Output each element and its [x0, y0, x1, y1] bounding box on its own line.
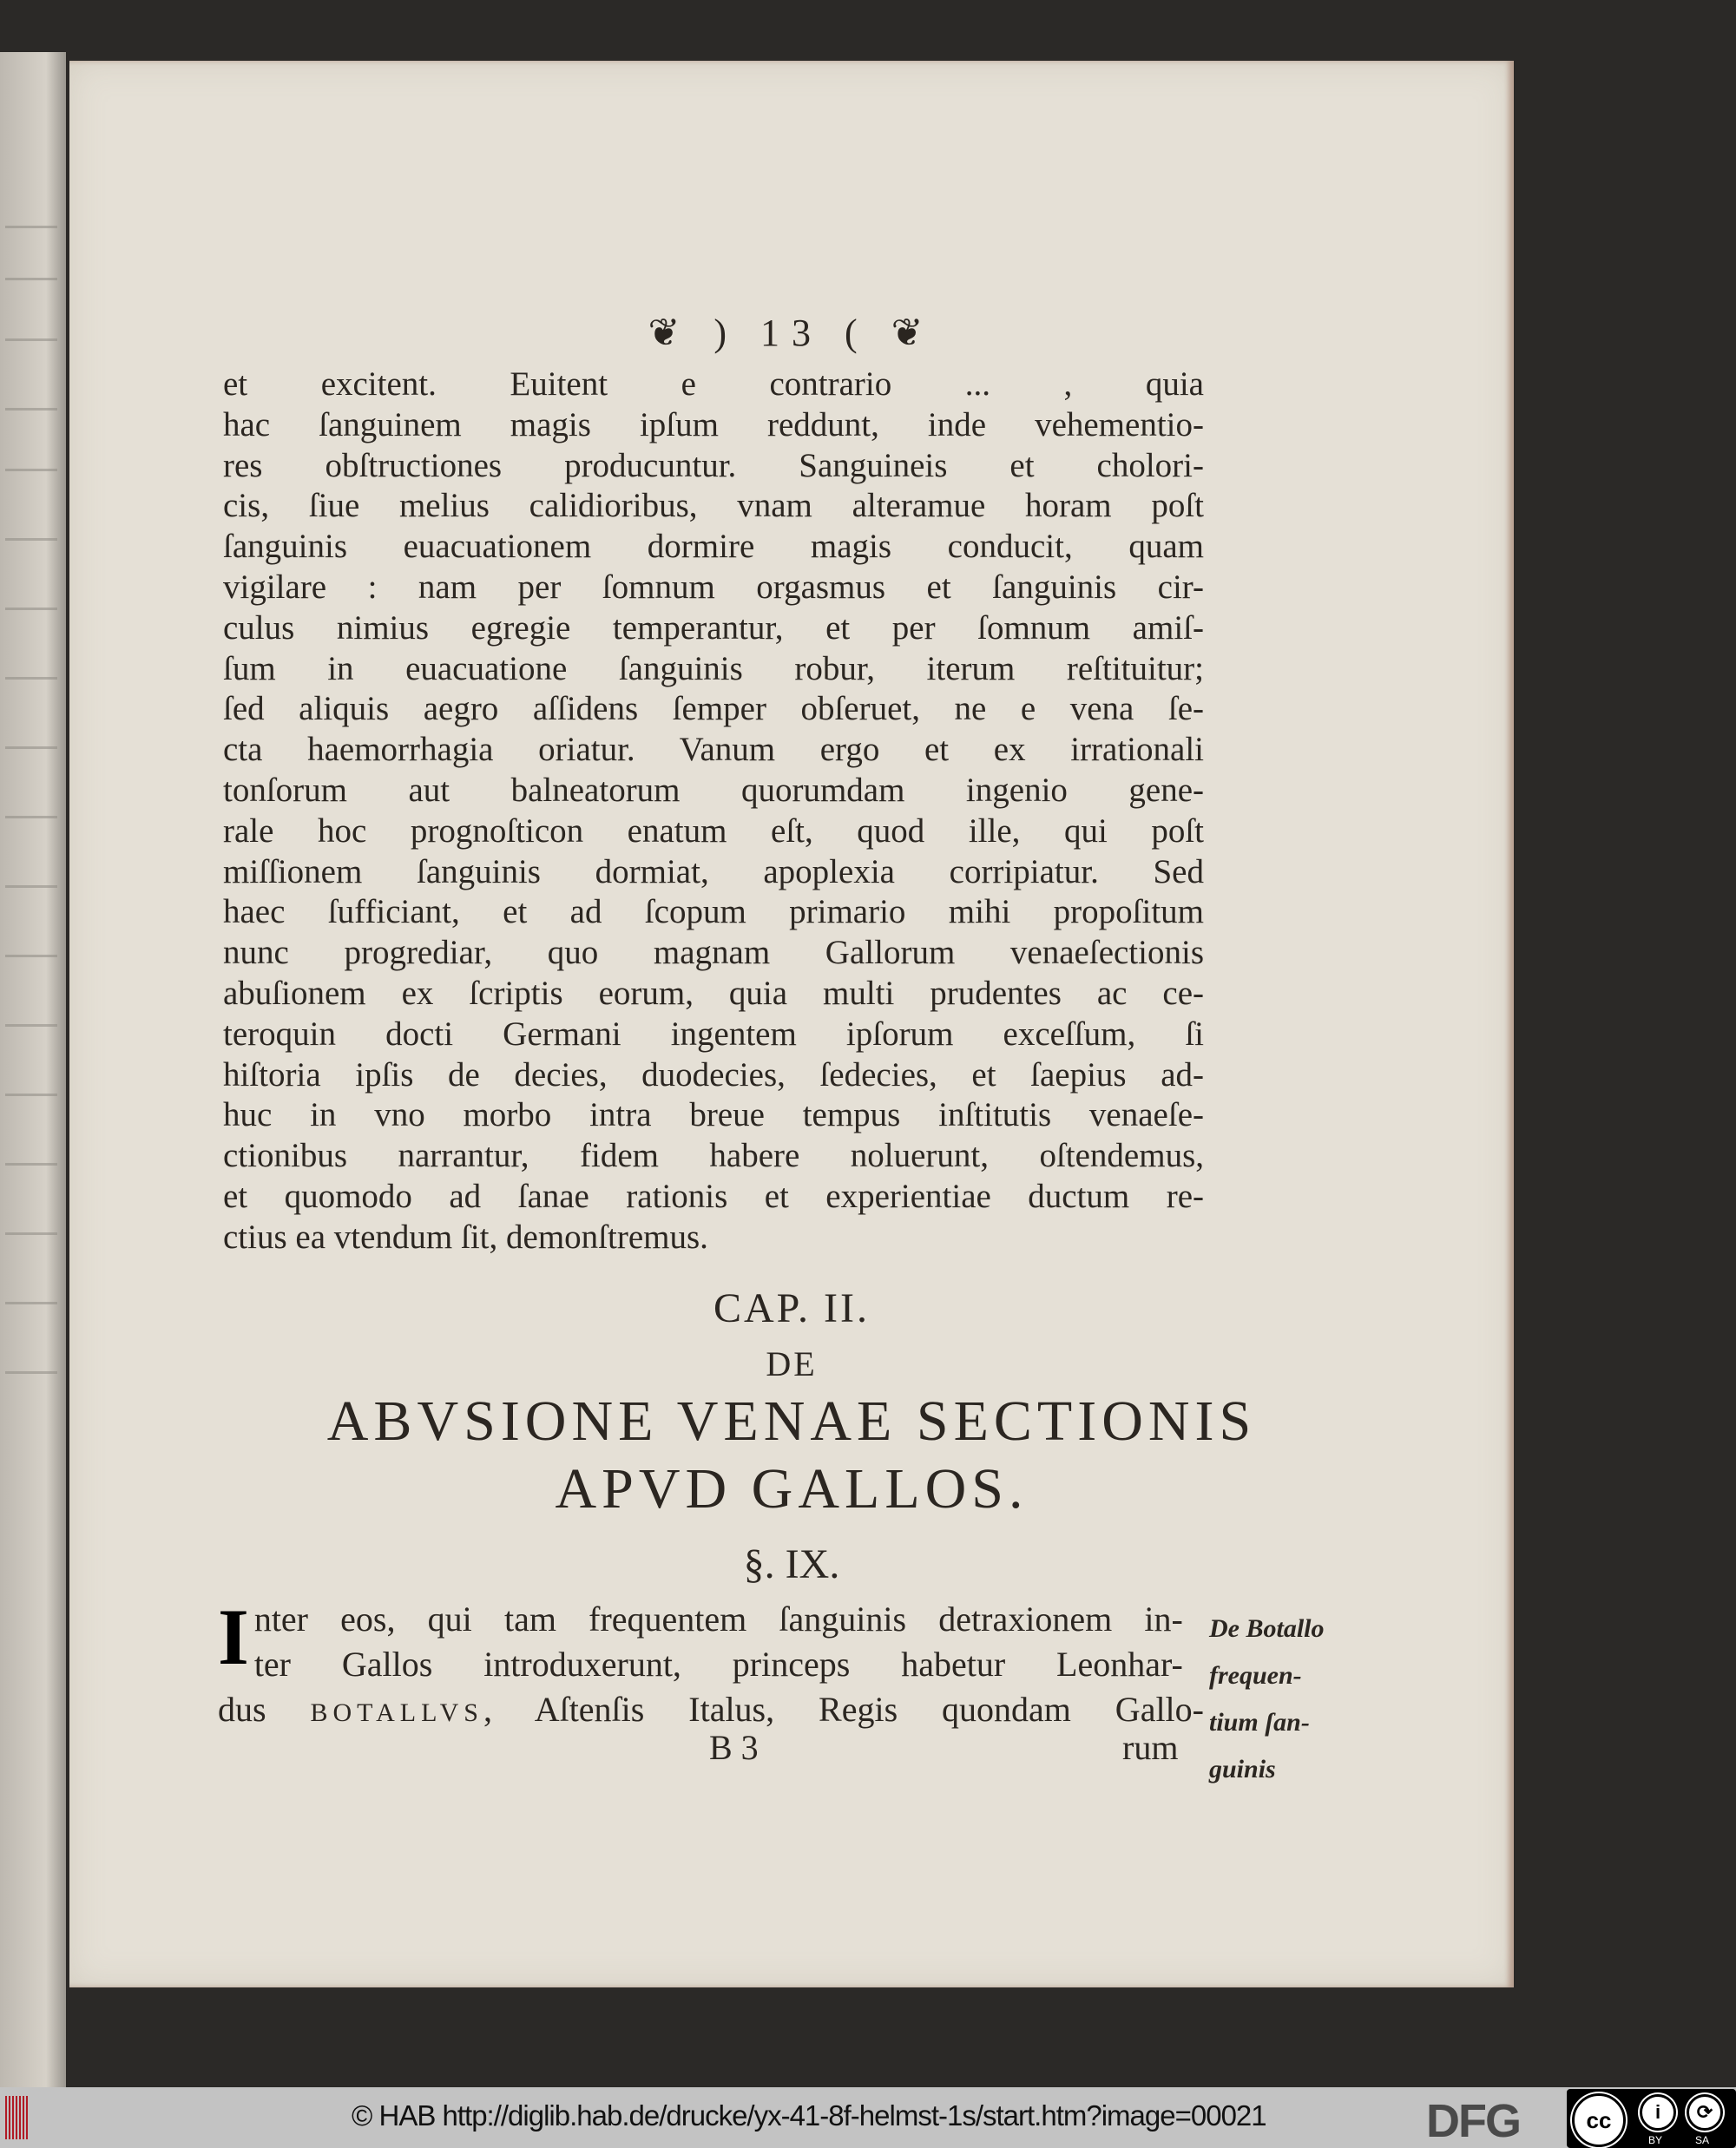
- book-page: [69, 61, 1514, 1987]
- text-line: cis, ſiue melius calidioribus, vnam alteramue horam poſt: [223, 487, 1204, 525]
- by-label: BY: [1648, 2134, 1663, 2146]
- text-line: rale hoc prognoſticon enatum eſt, quod ille, qui poſt: [223, 811, 1204, 850]
- text-line: et excitent. Euitent e contrario ... , quia: [223, 365, 1204, 403]
- text-line: haec ſufficiant, et ad ſcopum primario mihi propoſitum: [223, 893, 1204, 931]
- text-line: ſed aliquis aegro aſſidens ſemper obſeruet, ne e vena ſe-: [223, 690, 1204, 728]
- text-fragment: dus: [218, 1690, 266, 1729]
- paragraph: [218, 1593, 1204, 1732]
- text-line: hiſtoria ipſis de decies, duodecies, ſedecies, et ſaepius ad-: [223, 1055, 1204, 1094]
- text-line: tonſorum aut balneatorum quorumdam ingenio gene-: [223, 771, 1204, 809]
- sa-label: SA: [1695, 2134, 1710, 2146]
- by-icon: i: [1640, 2094, 1676, 2131]
- marginal-note: [1209, 1606, 1325, 1793]
- text-line: abuſionem ex ſcriptis eorum, quia multi prudentes ac ce-: [223, 974, 1204, 1012]
- text-line: [218, 1687, 1204, 1732]
- text-line: vigilare : nam per ſomnum orgasmus et ſanguinis cir-: [223, 568, 1204, 606]
- marginal-line: tium ſan-: [1209, 1708, 1310, 1737]
- drop-cap: I: [218, 1593, 249, 1681]
- chapter-title-line2: APVD GALLOS.: [555, 1457, 1029, 1521]
- chapter-number: CAP. II.: [713, 1285, 871, 1331]
- section-number: §. IX.: [743, 1541, 840, 1587]
- cc-license-badge[interactable]: [1567, 2089, 1736, 2148]
- hab-logo-icon: [5, 2096, 30, 2139]
- dfg-logo: DFG: [1426, 2095, 1520, 2147]
- signature-mark: B 3: [709, 1728, 759, 1767]
- text-line: culus nimius egregie temperantur, et per ſomnum amiſ-: [223, 608, 1204, 647]
- text-line: ctius ea vtendum ſit, demonſtremus.: [223, 1218, 708, 1256]
- text-line: miſſionem ſanguinis dormiat, apoplexia corripiatur. Sed: [223, 852, 1204, 890]
- marginal-line: guinis: [1209, 1755, 1276, 1783]
- text-line: cta haemorrhagia oriatur. Vanum ergo et ex irrationali: [223, 731, 1204, 769]
- text-line: teroquin docti Germani ingentem ipſorum exceſſum, ſi: [223, 1015, 1204, 1053]
- cc-icon: cc: [1572, 2093, 1626, 2147]
- marginal-line: De Botallo: [1209, 1614, 1325, 1643]
- footer-bar: [0, 2087, 1736, 2148]
- text-line: et quomodo ad ſanae rationis et experientiae ductum re-: [223, 1177, 1204, 1215]
- text-line: nter eos, qui tam frequentem ſanguinis detraxionem in-: [253, 1600, 1183, 1639]
- text-line: ſanguinis euacuationem dormire magis conducit, quam: [223, 528, 1204, 566]
- copyright-link[interactable]: © HAB http://diglib.hab.de/drucke/yx-41-8f-helmst-1s/start.htm?image=00021: [352, 2099, 1266, 2132]
- body-text: [223, 365, 1204, 1258]
- chapter-title-line1: ABVSIONE VENAE SECTIONIS: [326, 1389, 1257, 1453]
- text-line: ſum in euacuatione ſanguinis robur, iterum reſtituitur;: [223, 649, 1204, 687]
- page-header: ❦ ) 13 ( ❦: [648, 312, 936, 354]
- text-line: ctionibus narrantur, fidem habere noluerunt, oſtendemus,: [223, 1137, 1204, 1175]
- text-fragment: , Aſtenſis Italus, Regis quondam Gallo-: [483, 1690, 1204, 1729]
- marginal-line: frequen-: [1209, 1661, 1302, 1690]
- chapter-de: DE: [766, 1344, 818, 1383]
- sa-icon: ⟳: [1687, 2094, 1723, 2131]
- text-line: huc in vno morbo intra breue tempus inſtitutis venaeſe-: [223, 1096, 1204, 1134]
- text-line: ter Gallos introduxerunt, princeps habetur Leonhar-: [253, 1645, 1183, 1684]
- adjacent-page-edge: [0, 52, 66, 2087]
- text-line: nunc progrediar, quo magnam Gallorum venaeſectionis: [223, 934, 1204, 972]
- catchword: rum: [1122, 1728, 1179, 1767]
- text-line: hac ſanguinem magis ipſum reddunt, inde vehementio-: [223, 405, 1204, 443]
- author-name: BOTALLVS: [310, 1698, 483, 1727]
- text-line: res obſtructiones producuntur. Sanguineis et cholori-: [223, 446, 1204, 484]
